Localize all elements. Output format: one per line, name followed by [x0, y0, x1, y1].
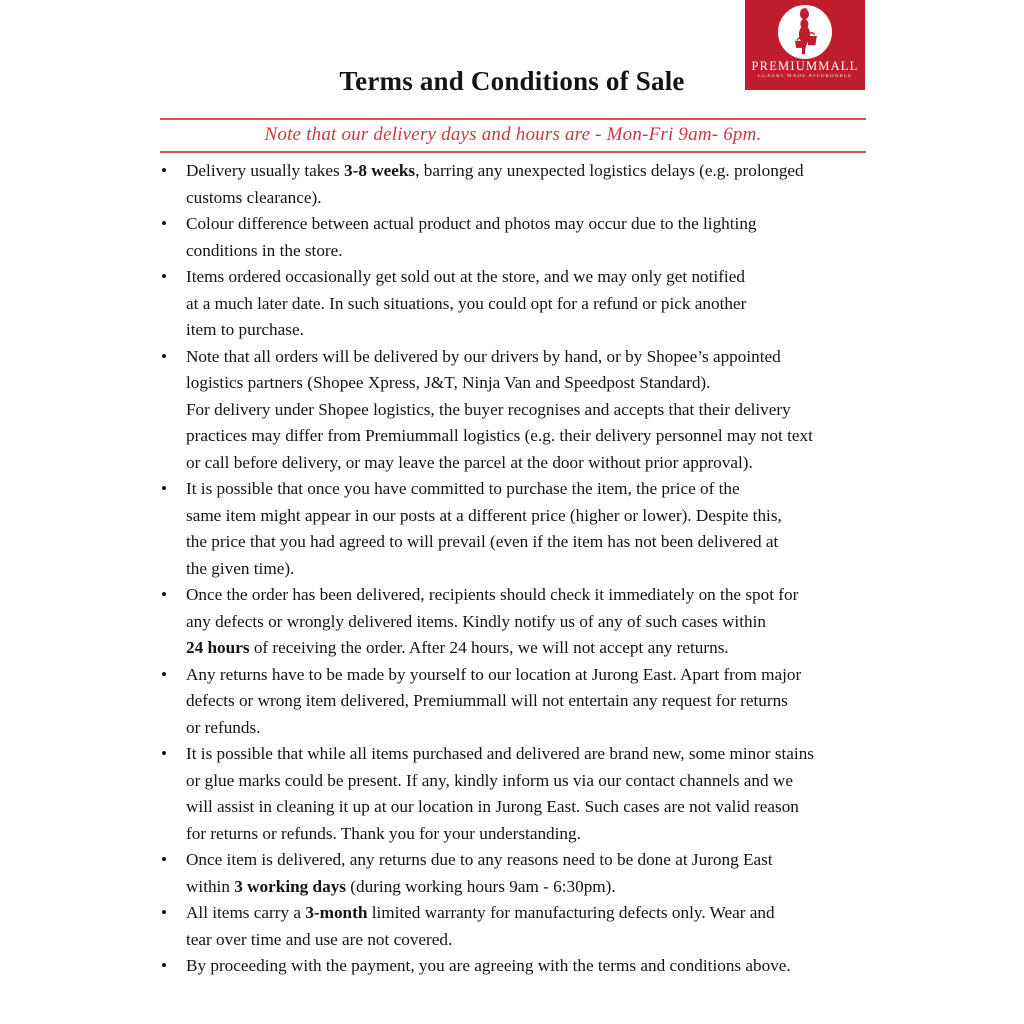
term-text-segment: 24 hours	[186, 638, 250, 657]
term-text-segment: practices may differ from Premiummall logistics (e.g. their delivery personnel may not text	[186, 426, 813, 445]
term-text-segment: Colour difference between actual product and photos may occur due to the lighting	[186, 214, 757, 233]
shopper-woman-icon	[778, 5, 832, 59]
term-text-segment: will assist in cleaning it up at our location in Jurong East. Such cases are not valid reason	[186, 797, 799, 816]
term-text-segment: Note that all orders will be delivered by our drivers by hand, or by Shopee’s appointed	[186, 346, 781, 366]
term-item	[160, 662, 874, 742]
term-text-segment: Once the order has been delivered, recipients should check it immediately on the spot for	[186, 585, 799, 604]
term-text-segment: logistics partners (Shopee Xpress, J&T, Ninja Van and Speedpost Standard).	[186, 373, 711, 392]
term-text-segment: any defects or wrongly delivered items. Kindly notify us of any of such cases within	[186, 611, 766, 631]
term-item	[160, 158, 874, 211]
term-text-segment: Once item is delivered, any returns due to any reasons need to be done at Jurong East	[186, 850, 773, 869]
term-text-segment: Items ordered occasionally get sold out at the store, and we may only get notified	[186, 267, 745, 286]
term-text-segment: By proceeding with the payment, you are agreeing with the terms and conditions above.	[186, 956, 791, 975]
term-item	[160, 741, 874, 847]
term-text-segment: Any returns have to be made by yourself to our location at Jurong East. Apart from major	[186, 664, 802, 684]
term-text-segment: of receiving the order. After 24 hours, we will not accept any returns.	[249, 638, 729, 657]
term-text-segment: same item might appear in our posts at a different price (higher or lower). Despite this,	[186, 505, 782, 525]
term-text-segment: It is possible that once you have committed to purchase the item, the price of the	[186, 479, 740, 498]
term-text-segment: for returns or refunds. Thank you for your understanding.	[186, 823, 581, 843]
terms-list	[160, 158, 874, 980]
term-text-segment: It is possible that while all items purchased and delivered are brand new, some minor stains	[186, 744, 814, 763]
delivery-notice-text: Note that our delivery days and hours are - Mon-Fri 9am- 6pm.	[264, 124, 762, 145]
term-text-segment: item to purchase.	[186, 320, 304, 339]
term-text-segment: within	[186, 876, 235, 896]
term-item	[160, 953, 874, 980]
logo-tagline: LUXURY MADE AFFORDABLE	[757, 74, 853, 79]
term-text-segment: defects or wrong item delivered, Premiummall will not entertain any request for returns	[186, 691, 788, 710]
term-text-segment: (during working hours 9am - 6:30pm).	[345, 876, 616, 896]
page-title: Terms and Conditions of Sale	[339, 66, 685, 96]
term-text-segment: customs clearance).	[186, 187, 322, 207]
term-item	[160, 211, 874, 264]
delivery-notice-band	[160, 118, 866, 153]
term-text-segment: For delivery under Shopee logistics, the buyer recognises and accepts that their delivery	[186, 399, 791, 419]
term-item	[160, 344, 874, 477]
logo-brand-name: PREMIUMMALL	[751, 59, 859, 73]
term-item	[160, 900, 874, 953]
term-item	[160, 476, 874, 582]
term-text-segment: 3 working days	[234, 876, 346, 896]
term-item	[160, 582, 874, 662]
term-item	[160, 264, 874, 344]
term-text-segment: 3-month	[305, 903, 368, 922]
term-text-segment: or refunds.	[186, 717, 261, 737]
term-text-segment: 3-8 weeks	[344, 161, 416, 180]
term-text-segment: All items carry a	[186, 903, 306, 922]
term-text-segment: or call before delivery, or may leave the parcel at the door without prior approval).	[186, 452, 753, 472]
term-text-segment: , barring any unexpected logistics delays (e.g. prolonged	[415, 161, 804, 180]
term-text-segment: the given time).	[186, 558, 295, 578]
term-text-segment: or glue marks could be present. If any, kindly inform us via our contact channels and we	[186, 770, 793, 790]
term-text-segment: at a much later date. In such situations, you could opt for a refund or pick another	[186, 293, 747, 313]
term-text-segment: conditions in the store.	[186, 240, 343, 260]
term-item	[160, 847, 874, 900]
term-text-segment: tear over time and use are not covered.	[186, 929, 453, 949]
term-text-segment: limited warranty for manufacturing defects only. Wear and	[367, 903, 775, 922]
term-text-segment: Delivery usually takes	[186, 161, 344, 180]
term-text-segment: the price that you had agreed to will prevail (even if the item has not been delivered at	[186, 532, 779, 551]
